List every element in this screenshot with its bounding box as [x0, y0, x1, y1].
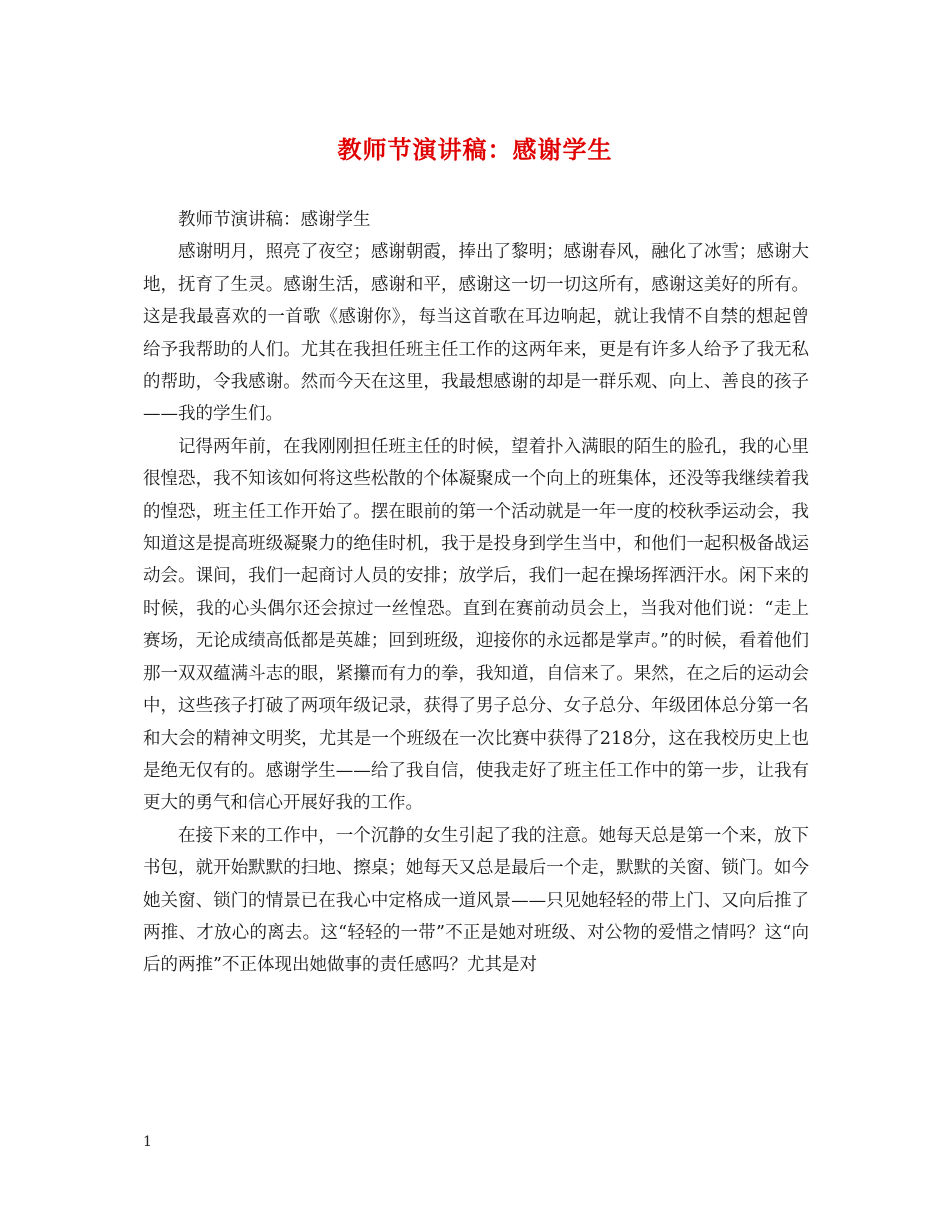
- document-title: 教师节演讲稿：感谢学生: [337, 135, 613, 164]
- page-number: 1: [143, 1134, 152, 1150]
- paragraph: 在接下来的工作中，一个沉静的女生引起了我的注意。她每天总是第一个来，放下书包，就开始默默的扫地、擦桌；她每天又总是最后一个走，默默的关窗、锁门。如今她关窗、锁门的情景已在我心中定格成一道风景——只见她轻轻的带上门、又向后推了两推、才放心的离去。这“轻轻的一带”不正是她对班级、对公物的爱惜之情吗？这“向后的两推”不正体现出她做事的责任感吗？尤其是对: [143, 825, 809, 976]
- document-body: [143, 204, 809, 982]
- paragraph: 感谢明月，照亮了夜空；感谢朝霞，捧出了黎明；感谢春风，融化了冰雪；感谢大地，抚育了生灵。感谢生活，感谢和平，感谢这一切一切这所有，感谢这美好的所有。这是我最喜欢的一首歌《感谢你》，每当这首歌在耳边响起，就让我情不自禁的想起曾给予我帮助的人们。尤其在我担任班主任工作的这两年来，更是有许多人给予了我无私的帮助，令我感谢。然而今天在这里，我最想感谢的却是一群乐观、向上、善良的孩子——我的学生们。: [143, 242, 809, 425]
- paragraph: 记得两年前，在我刚刚担任班主任的时候，望着扑入满眼的陌生的脸孔，我的心里很惶恐，我不知该如何将这些松散的个体凝聚成一个向上的班集体，还没等我继续着我的惶恐，班主任工作开始了。摆在眼前的第一个活动就是一年一度的校秋季运动会，我知道这是提高班级凝聚力的绝佳时机，我于是投身到学生当中，和他们一起积极备战运动会。课间，我们一起商讨人员的安排；放学后，我们一起在操场挥洒汗水。闲下来的时候，我的心头偶尔还会掠过一丝惶恐。直到在赛前动员会上，当我对他们说：“走上赛场，无论成绩高低都是英雄；回到班级，迎接你的永远都是掌声。”的时候，看着他们那一双双蕴满斗志的眼，紧攥而有力的拳，我知道，自信来了。果然，在之后的运动会中，这些孩子打破了两项年级记录，获得了男子总分、女子总分、年级团体总分第一名和大会的精神文明奖，尤其是一个班级在一次比赛中获得了218分，这在我校历史上也是绝无仅有的。感谢学生——给了我自信，使我走好了班主任工作中的第一步，让我有更大的勇气和信心开展好我的工作。: [143, 436, 809, 814]
- subtitle-paragraph: 教师节演讲稿：感谢学生: [178, 210, 371, 230]
